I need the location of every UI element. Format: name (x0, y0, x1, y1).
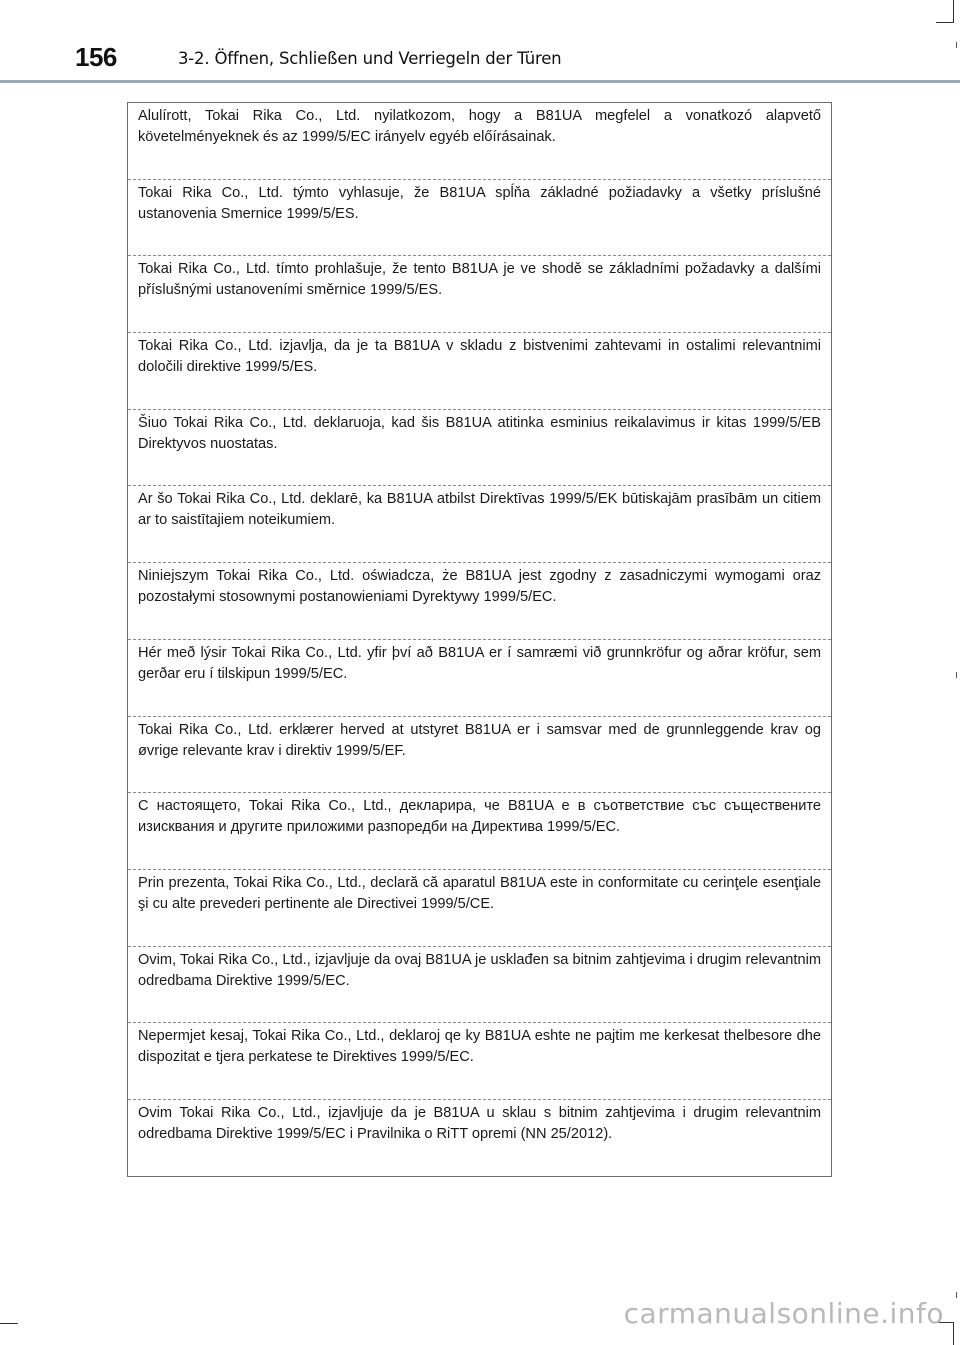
declaration-row-polish (128, 562, 831, 639)
watermark: carmanualsonline.info (623, 1297, 944, 1330)
declaration-text: Ovim Tokai Rika Co., Ltd., izjavljuje da je B81UA u sklau s bitnim zahtjevima i drugim relevantnim odredbama Direktive 1999/5/EC i Pravilnika o RiTT opremi (NN 25/2012). (138, 1104, 821, 1142)
declaration-text: Šiuo Tokai Rika Co., Ltd. deklaruoja, kad šis B81UA atitinka esminius reikalavimus ir kitas 1999/5/EB Direktyvos nuostatas. (138, 414, 821, 452)
declaration-row-slovenian (128, 332, 831, 409)
declaration-row-bulgarian (128, 792, 831, 869)
declaration-row-croatian (128, 1099, 831, 1176)
declaration-text: Tokai Rika Co., Ltd. týmto vyhlasuje, že B81UA spĺňa základné požiadavky a všetky príslušné ustanovenia Smernice 1999/5/ES. (138, 184, 821, 222)
crop-tick (956, 1292, 957, 1298)
declaration-text: Hér með lýsir Tokai Rika Co., Ltd. yfir því að B81UA er í samræmi við grunnkröfur og aðrar kröfur, sem gerðar eru í tilskipun 1999/5/EC. (138, 644, 821, 682)
crop-mark (953, 1322, 954, 1345)
declaration-row-slovak (128, 179, 831, 256)
declaration-row-norwegian (128, 716, 831, 793)
declaration-text: Ar šo Tokai Rika Co., Ltd. deklarē, ka B81UA atbilst Direktīvas 1999/5/EK būtiskajām prasībām un citiem ar to saistītajiem noteikumiem. (138, 491, 821, 529)
declaration-text: Prin prezenta, Tokai Rika Co., Ltd., declară că aparatul B81UA este in conformitate cu cerinţele esenţiale şi cu alte prevederi pertinente ale Directivei 1999/5/CE. (138, 874, 821, 912)
declaration-row-czech (128, 255, 831, 332)
declaration-table (127, 102, 832, 1177)
declaration-row-albanian (128, 1022, 831, 1099)
declaration-text: Tokai Rika Co., Ltd. tímto prohlašuje, že tento B81UA je ve shodě se základními požadavky a dalšími příslušnými ustanoveními směrnice 1999/5/ES. (138, 261, 821, 299)
declaration-text: Alulírott, Tokai Rika Co., Ltd. nyilatkozom, hogy a B81UA megfelel a vonatkozó alapvető követelményeknek és az 1999/5/EC irányelv egyéb előírásainak. (138, 108, 821, 145)
declaration-row-latvian (128, 485, 831, 562)
declaration-row-bosnian (128, 946, 831, 1023)
declaration-row-romanian (128, 869, 831, 946)
crop-tick (956, 672, 957, 678)
declaration-text: Ovim, Tokai Rika Co., Ltd., izjavljuje da ovaj B81UA je usklađen sa bitnim zahtjevima i drugim relevantnim odredbama Direktive 1999/5/EC. (138, 951, 821, 989)
page-number: 156 (75, 42, 117, 72)
declaration-text: Tokai Rika Co., Ltd. erklærer herved at utstyret B81UA er i samsvar med de grunnleggende krav og øvrige relevante krav i direktiv 1999/5/EF. (138, 721, 821, 759)
section-title: 3-2. Öffnen, Schließen und Verriegeln der Türen (178, 49, 562, 68)
declaration-text: Tokai Rika Co., Ltd. izjavlja, da je ta B81UA v skladu z bistvenimi zahtevami in ostalimi relevantnimi določili direktive 1999/5/ES. (138, 338, 821, 376)
declaration-text: Niniejszym Tokai Rika Co., Ltd. oświadcza, że B81UA jest zgodny z zasadniczymi wymogami oraz pozostałymi stosownymi postanowieniami Dyrektywy 1999/5/EC. (138, 568, 821, 606)
declaration-text: С настоящето, Tokai Rika Co., Ltd., декларира, че B81UA е в съответствие със съществените изисквания и другите приложими разпоредби на Директива 1999/5/EC. (138, 798, 821, 836)
header-rule (0, 80, 960, 83)
declaration-row-hungarian (128, 102, 831, 179)
declaration-row-icelandic (128, 639, 831, 716)
declaration-row-lithuanian (128, 409, 831, 486)
declaration-text: Nepermjet kesaj, Tokai Rika Co., Ltd., deklaroj qe ky B81UA eshte ne pajtim me kerkesat thelbesore dhe dispozitat e tjera perkatese te Direktives 1999/5/EC. (138, 1028, 821, 1066)
crop-mark (0, 1323, 18, 1324)
page-header (0, 0, 960, 86)
